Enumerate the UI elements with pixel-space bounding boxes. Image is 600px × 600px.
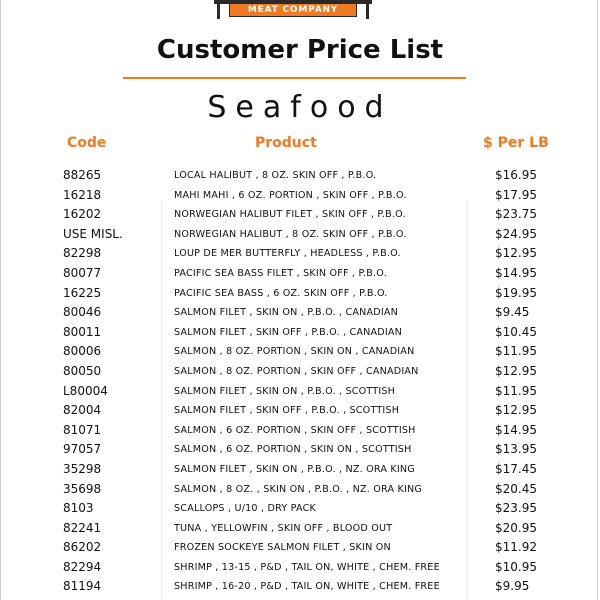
table-row <box>0 244 600 264</box>
page-title: Customer Price List <box>156 35 444 65</box>
row-code: 8103 <box>63 501 94 516</box>
row-price: $10.45 <box>495 324 537 339</box>
row-code: 80077 <box>63 265 102 280</box>
row-product: TUNA , YELLOWFIN , SKIN OFF , BLOOD OUT <box>174 522 393 534</box>
price-table <box>0 166 600 597</box>
row-code: 80050 <box>63 363 102 378</box>
row-price: $16.95 <box>495 168 537 182</box>
row-product: NORWEGIAN HALIBUT , 8 OZ. SKIN OFF , P.B.O. <box>174 228 407 240</box>
row-code: 88265 <box>63 168 102 182</box>
table-row <box>0 577 600 597</box>
table-row <box>0 225 600 245</box>
table-row <box>0 480 600 500</box>
row-product: FROZEN SOCKEYE SALMON FILET , SKIN ON <box>174 542 391 554</box>
table-row <box>0 284 600 304</box>
row-product: SALMON FILET , SKIN ON , P.B.O. , CANADIAN <box>174 307 398 319</box>
row-product: SALMON , 8 OZ. PORTION , SKIN ON , CANADIAN <box>174 346 415 358</box>
company-logo <box>214 0 372 20</box>
row-product: SHRIMP , 13-15 , P&D , TAIL ON, WHITE , CHEM. FREE <box>174 561 440 573</box>
row-code: 35298 <box>63 461 102 476</box>
table-row <box>0 303 600 323</box>
row-product: SALMON FILET , SKIN ON , P.B.O. , NZ. ORA KING <box>174 463 415 475</box>
row-price: $11.95 <box>495 344 537 359</box>
table-row <box>0 186 600 206</box>
row-code: 82298 <box>63 246 102 261</box>
row-code: 81194 <box>63 579 102 594</box>
table-row <box>0 205 600 225</box>
column-header-code: Code <box>67 135 107 151</box>
row-price: $12.95 <box>495 363 537 378</box>
row-price: $17.95 <box>495 187 537 202</box>
row-code: 16218 <box>63 187 102 202</box>
row-price: $9.95 <box>495 579 530 594</box>
row-code: 80046 <box>63 305 102 320</box>
row-product: SALMON , 8 OZ. , SKIN ON , P.B.O. , NZ. ORA KING <box>174 483 423 495</box>
column-header-product: Product <box>255 135 317 151</box>
row-code: 16225 <box>63 285 102 300</box>
row-price: $19.95 <box>495 285 537 300</box>
row-price: $11.95 <box>495 383 537 398</box>
logo-post-left <box>217 0 220 19</box>
table-row <box>0 342 600 362</box>
table-row <box>0 421 600 441</box>
row-price: $20.45 <box>495 481 537 496</box>
row-price: $17.45 <box>495 461 537 476</box>
table-row <box>0 362 600 382</box>
title-divider <box>123 77 466 79</box>
row-product: SALMON , 8 OZ. PORTION , SKIN OFF , CANADIAN <box>174 365 419 377</box>
row-code: 97057 <box>63 442 102 457</box>
table-row <box>0 264 600 284</box>
table-row <box>0 460 600 480</box>
logo-text: MEAT COMPANY <box>229 3 357 17</box>
category-heading: Seafood <box>207 90 393 125</box>
row-code: 81071 <box>63 422 102 437</box>
row-price: $13.95 <box>495 442 537 457</box>
row-code: 16202 <box>63 207 102 222</box>
row-code: 80006 <box>63 344 102 359</box>
row-code: L80004 <box>63 383 108 398</box>
row-code: 82004 <box>63 403 102 418</box>
row-product: LOCAL HALIBUT , 8 OZ. SKIN OFF , P.B.O. <box>174 170 377 181</box>
row-price: $9.45 <box>495 305 530 320</box>
table-row <box>0 538 600 558</box>
row-code: 80011 <box>63 324 102 339</box>
row-product: SALMON , 6 OZ. PORTION , SKIN ON , SCOTTISH <box>174 444 412 456</box>
row-product: PACIFIC SEA BASS , 6 OZ. SKIN OFF , P.B.O. <box>174 287 388 299</box>
row-price: $14.95 <box>495 422 537 437</box>
row-code: 86202 <box>63 540 102 555</box>
table-row <box>0 558 600 578</box>
table-row <box>0 519 600 539</box>
row-product: SALMON FILET , SKIN OFF , P.B.O. , SCOTTISH <box>174 405 400 417</box>
row-product: NORWEGIAN HALIBUT FILET , SKIN OFF , P.B.O. <box>174 209 406 221</box>
row-code: USE MISL. <box>63 226 123 241</box>
logo-post-right <box>366 0 369 19</box>
row-price: $24.95 <box>495 226 537 241</box>
row-price: $11.92 <box>495 540 537 555</box>
row-product: MAHI MAHI , 6 OZ. PORTION , SKIN OFF , P.B.O. <box>174 189 407 201</box>
row-product: SHRIMP , 16-20 , P&D , TAIL ON, WHITE , CHEM. FREE <box>174 581 440 593</box>
row-price: $14.95 <box>495 265 537 280</box>
row-product: LOUP DE MER BUTTERFLY , HEADLESS , P.B.O. <box>174 248 401 260</box>
table-row <box>0 499 600 519</box>
row-price: $23.95 <box>495 501 537 516</box>
row-product: SALMON FILET , SKIN ON , P.B.O. , SCOTTISH <box>174 385 396 397</box>
row-product: SCALLOPS , U/10 , DRY PACK <box>174 503 316 515</box>
row-product: SALMON , 6 OZ. PORTION , SKIN OFF , SCOTTISH <box>174 424 416 436</box>
table-row <box>0 382 600 402</box>
row-price: $23.75 <box>495 207 537 222</box>
table-row <box>0 323 600 343</box>
row-code: 82294 <box>63 559 102 574</box>
row-code: 82241 <box>63 520 102 535</box>
row-price: $20.95 <box>495 520 537 535</box>
row-code: 35698 <box>63 481 102 496</box>
table-row <box>0 440 600 460</box>
table-row <box>0 401 600 421</box>
row-price: $12.95 <box>495 403 537 418</box>
row-product: SALMON FILET , SKIN OFF , P.B.O. , CANADIAN <box>174 326 403 338</box>
row-price: $10.95 <box>495 559 537 574</box>
row-product: PACIFIC SEA BASS FILET , SKIN OFF , P.B.O. <box>174 267 387 279</box>
table-row <box>0 166 600 186</box>
row-price: $12.95 <box>495 246 537 261</box>
column-header-price: $ Per LB <box>483 135 549 151</box>
